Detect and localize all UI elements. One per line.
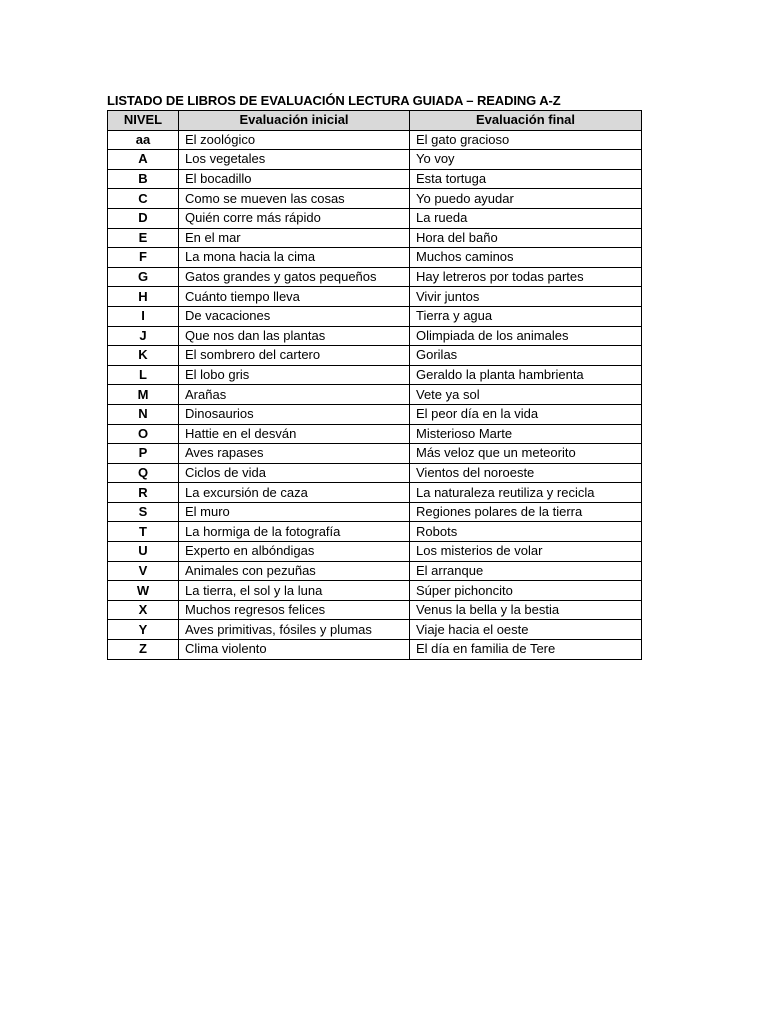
final-evaluation-cell: Olimpiada de los animales <box>410 326 642 346</box>
level-cell: T <box>108 522 179 542</box>
books-table <box>107 110 642 660</box>
final-evaluation-cell: Yo puedo ayudar <box>410 189 642 209</box>
initial-evaluation-cell: El sombrero del cartero <box>179 346 410 366</box>
level-cell: V <box>108 561 179 581</box>
final-evaluation-cell: Geraldo la planta hambrienta <box>410 365 642 385</box>
level-cell: N <box>108 404 179 424</box>
table-row <box>108 463 642 483</box>
initial-evaluation-cell: Muchos regresos felices <box>179 600 410 620</box>
final-evaluation-cell: El gato gracioso <box>410 130 642 150</box>
level-cell: X <box>108 600 179 620</box>
table-body <box>108 130 642 659</box>
level-cell: Z <box>108 640 179 660</box>
final-evaluation-cell: El arranque <box>410 561 642 581</box>
table-row <box>108 228 642 248</box>
level-cell: P <box>108 444 179 464</box>
initial-evaluation-cell: En el mar <box>179 228 410 248</box>
table-row <box>108 620 642 640</box>
final-evaluation-cell: Hay letreros por todas partes <box>410 267 642 287</box>
table-row <box>108 385 642 405</box>
table-row <box>108 130 642 150</box>
level-cell: W <box>108 581 179 601</box>
initial-evaluation-cell: Ciclos de vida <box>179 463 410 483</box>
final-evaluation-cell: Robots <box>410 522 642 542</box>
initial-evaluation-cell: Los vegetales <box>179 150 410 170</box>
table-row <box>108 600 642 620</box>
final-evaluation-cell: Regiones polares de la tierra <box>410 502 642 522</box>
final-evaluation-cell: Viaje hacia el oeste <box>410 620 642 640</box>
final-evaluation-cell: Los misterios de volar <box>410 542 642 562</box>
level-cell: R <box>108 483 179 503</box>
level-cell: O <box>108 424 179 444</box>
final-evaluation-cell: Tierra y agua <box>410 306 642 326</box>
table-row <box>108 561 642 581</box>
initial-evaluation-cell: Aves rapases <box>179 444 410 464</box>
level-cell: L <box>108 365 179 385</box>
level-cell: U <box>108 542 179 562</box>
level-cell: Y <box>108 620 179 640</box>
final-evaluation-cell: Vete ya sol <box>410 385 642 405</box>
final-evaluation-cell: Misterioso Marte <box>410 424 642 444</box>
initial-evaluation-cell: Aves primitivas, fósiles y plumas <box>179 620 410 640</box>
table-row <box>108 326 642 346</box>
final-evaluation-cell: Más veloz que un meteorito <box>410 444 642 464</box>
table-row <box>108 424 642 444</box>
final-evaluation-cell: Hora del baño <box>410 228 642 248</box>
initial-evaluation-cell: La mona hacia la cima <box>179 248 410 268</box>
level-cell: G <box>108 267 179 287</box>
initial-evaluation-cell: Que nos dan las plantas <box>179 326 410 346</box>
table-row <box>108 522 642 542</box>
initial-evaluation-cell: Dinosaurios <box>179 404 410 424</box>
level-cell: M <box>108 385 179 405</box>
level-cell: D <box>108 208 179 228</box>
final-evaluation-cell: El peor día en la vida <box>410 404 642 424</box>
table-row <box>108 267 642 287</box>
final-evaluation-cell: Yo voy <box>410 150 642 170</box>
final-evaluation-cell: Venus la bella y la bestia <box>410 600 642 620</box>
level-cell: J <box>108 326 179 346</box>
initial-evaluation-cell: La excursión de caza <box>179 483 410 503</box>
initial-evaluation-cell: De vacaciones <box>179 306 410 326</box>
table-row <box>108 287 642 307</box>
initial-evaluation-cell: Cuánto tiempo lleva <box>179 287 410 307</box>
level-cell: E <box>108 228 179 248</box>
level-cell: Q <box>108 463 179 483</box>
final-evaluation-cell: Muchos caminos <box>410 248 642 268</box>
final-evaluation-cell: Vivir juntos <box>410 287 642 307</box>
initial-evaluation-cell: Hattie en el desván <box>179 424 410 444</box>
header-initial-evaluation: Evaluación inicial <box>179 111 410 131</box>
table-row <box>108 189 642 209</box>
table-row <box>108 640 642 660</box>
final-evaluation-cell: Vientos del noroeste <box>410 463 642 483</box>
level-cell: K <box>108 346 179 366</box>
initial-evaluation-cell: Clima violento <box>179 640 410 660</box>
initial-evaluation-cell: Como se mueven las cosas <box>179 189 410 209</box>
document-title: LISTADO DE LIBROS DE EVALUACIÓN LECTURA GUIADA – READING A-Z <box>107 93 561 108</box>
level-cell: C <box>108 189 179 209</box>
table-row <box>108 208 642 228</box>
level-cell: I <box>108 306 179 326</box>
initial-evaluation-cell: El muro <box>179 502 410 522</box>
table-row <box>108 365 642 385</box>
header-final-evaluation: Evaluación final <box>410 111 642 131</box>
initial-evaluation-cell: El bocadillo <box>179 169 410 189</box>
level-cell: B <box>108 169 179 189</box>
final-evaluation-cell: La naturaleza reutiliza y recicla <box>410 483 642 503</box>
table-row <box>108 248 642 268</box>
table-row <box>108 581 642 601</box>
initial-evaluation-cell: Quién corre más rápido <box>179 208 410 228</box>
initial-evaluation-cell: Experto en albóndigas <box>179 542 410 562</box>
level-cell: S <box>108 502 179 522</box>
initial-evaluation-cell: Animales con pezuñas <box>179 561 410 581</box>
final-evaluation-cell: La rueda <box>410 208 642 228</box>
initial-evaluation-cell: Gatos grandes y gatos pequeños <box>179 267 410 287</box>
initial-evaluation-cell: La hormiga de la fotografía <box>179 522 410 542</box>
initial-evaluation-cell: Arañas <box>179 385 410 405</box>
level-cell: F <box>108 248 179 268</box>
final-evaluation-cell: El día en familia de Tere <box>410 640 642 660</box>
final-evaluation-cell: Súper pichoncito <box>410 581 642 601</box>
header-level: NIVEL <box>108 111 179 131</box>
table-row <box>108 346 642 366</box>
table-row <box>108 542 642 562</box>
table-row <box>108 150 642 170</box>
initial-evaluation-cell: El lobo gris <box>179 365 410 385</box>
table-row <box>108 169 642 189</box>
table-row <box>108 404 642 424</box>
table-row <box>108 444 642 464</box>
table-row <box>108 306 642 326</box>
initial-evaluation-cell: El zoológico <box>179 130 410 150</box>
final-evaluation-cell: Gorilas <box>410 346 642 366</box>
final-evaluation-cell: Esta tortuga <box>410 169 642 189</box>
table-row <box>108 502 642 522</box>
table-header-row <box>108 111 642 131</box>
level-cell: A <box>108 150 179 170</box>
table-row <box>108 483 642 503</box>
initial-evaluation-cell: La tierra, el sol y la luna <box>179 581 410 601</box>
level-cell: H <box>108 287 179 307</box>
level-cell: aa <box>108 130 179 150</box>
